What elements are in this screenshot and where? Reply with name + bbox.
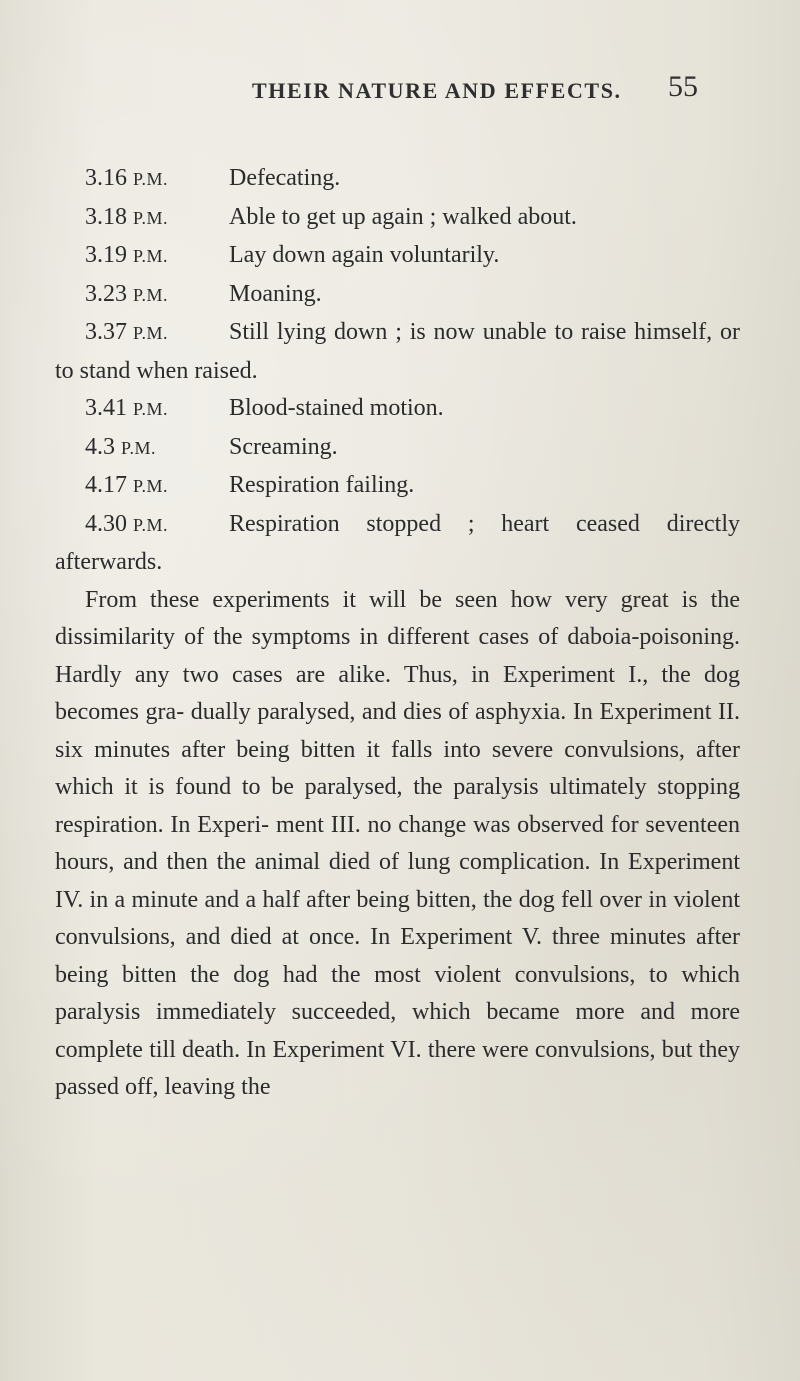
log-text: Still lying down ; is now unable to raise himself, or to stand when raised.	[55, 319, 740, 384]
body-paragraph: From these experiments it will be seen how very great is the dissimilarity of the symptoms in different cases of daboia-poisoning. Hardly any two cases are alike. Thus, in Experiment I., the dog becomes gra- dually paralysed, and dies of asphyxia. In Experiment II. six minutes after being bitten it falls into severe convulsions, after which it is found to be paralysed, the paralysis ultimately stopping respiration. In Experi- ment III. no change was observed for seventeen hours, and then the animal died of lung complication. In Experiment IV. in a minute and a half after being bitten, the dog fell over in violent convulsions, and died at once. In Experiment V. three minutes after being bitten the dog had the most violent convulsions, to which paralysis immediately succeeded, which became more and more complete till death. In Experiment VI. there were convulsions, but they passed off, leaving the	[55, 586, 740, 1100]
log-entry	[55, 199, 740, 238]
log-entry	[55, 276, 740, 315]
log-text: Respiration failing.	[229, 472, 415, 498]
log-text: Lay down again voluntarily.	[229, 242, 500, 268]
log-text: Moaning.	[229, 280, 322, 307]
log-time: 4.30 P.M.	[85, 510, 169, 537]
log-text: Defecating.	[229, 165, 341, 191]
log-time: 3.23 P.M.	[85, 280, 169, 307]
log-entry	[55, 237, 740, 276]
log-text: Screaming.	[229, 433, 338, 460]
log-entry	[55, 467, 740, 506]
body-text	[55, 160, 740, 1107]
log-entry	[55, 314, 740, 390]
log-entry	[55, 506, 740, 582]
log-time: 3.37 P.M.	[85, 319, 169, 345]
page-header	[0, 70, 800, 118]
log-text: Respiration stopped ; heart ceased directly afterwards.	[55, 510, 740, 575]
log-time: 4.3 P.M.	[85, 433, 157, 460]
log-time: 3.41 P.M.	[85, 395, 169, 421]
log-time: 4.17 P.M.	[85, 472, 169, 498]
log-time: 3.18 P.M.	[85, 203, 169, 230]
log-entry	[55, 429, 740, 468]
log-entry	[55, 160, 740, 199]
log-text: Blood-stained motion.	[229, 395, 444, 421]
log-text: Able to get up again ; walked about.	[229, 203, 577, 230]
log-time: 3.16 P.M.	[85, 165, 169, 191]
page-number: 55	[668, 70, 698, 103]
log-time: 3.19 P.M.	[85, 242, 169, 268]
log-entry	[55, 390, 740, 429]
running-head: THEIR NATURE AND EFFECTS.	[252, 78, 622, 103]
